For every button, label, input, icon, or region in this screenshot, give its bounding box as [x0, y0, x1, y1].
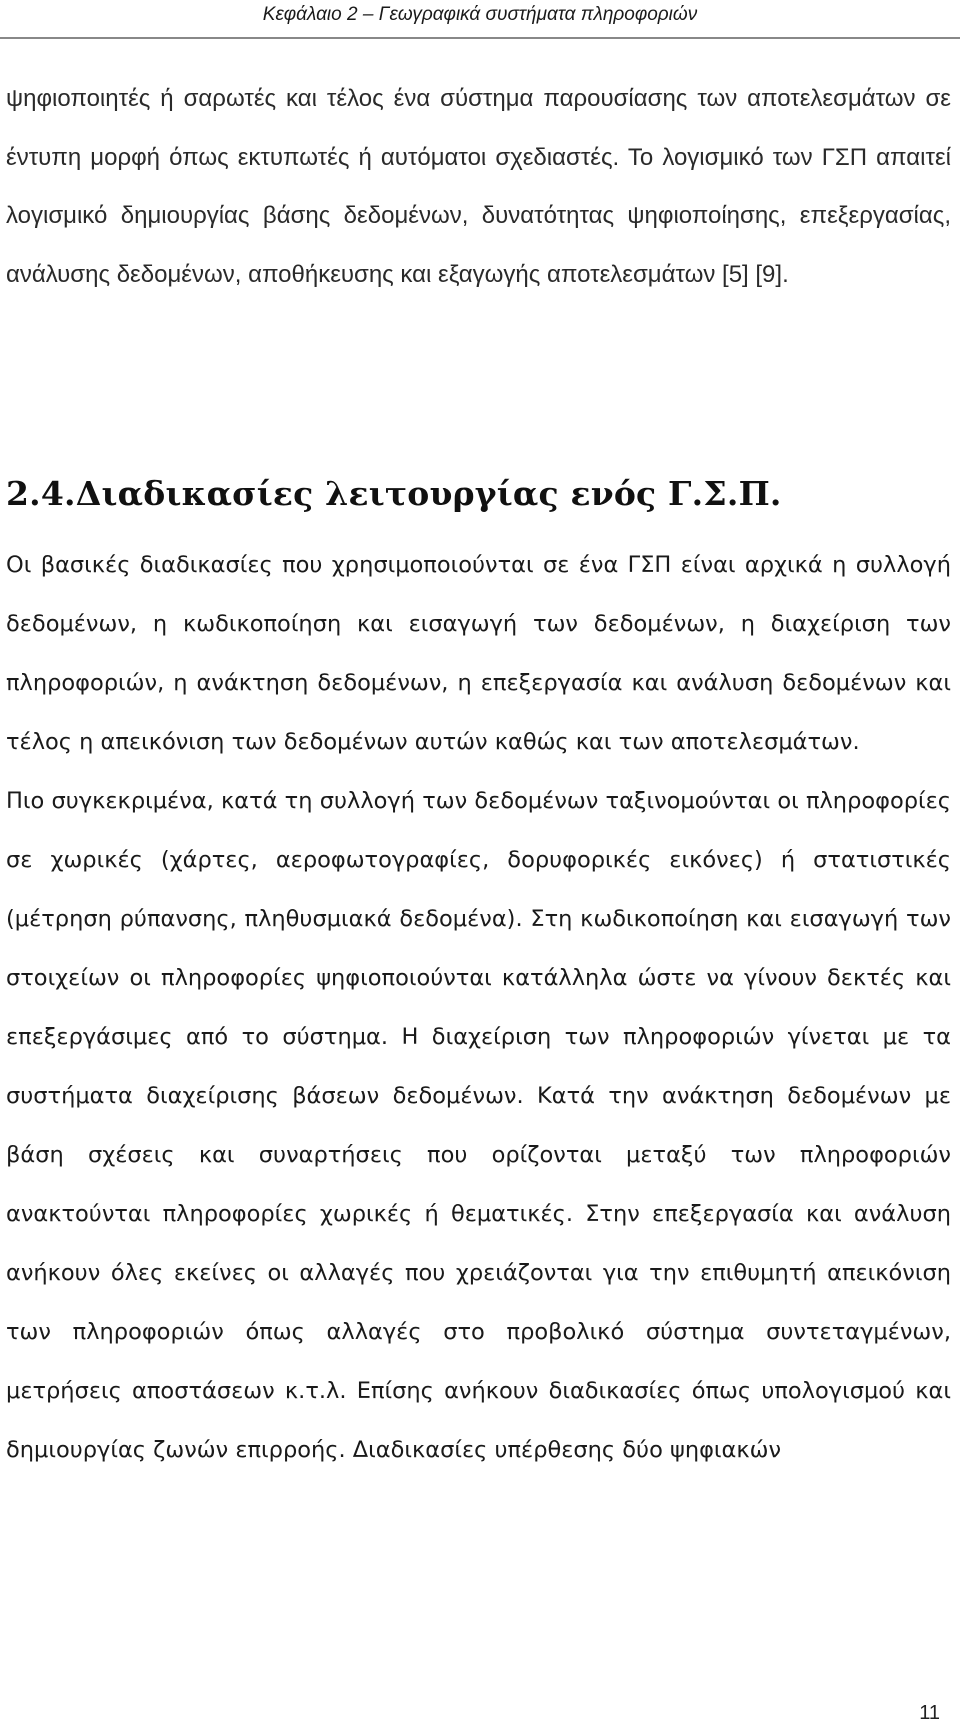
section-title: Διαδικασίες λειτουργίας ενός Γ.Σ.Π.	[75, 474, 782, 513]
header-divider	[0, 37, 960, 39]
section-body	[6, 536, 951, 1480]
page-number: 11	[919, 1702, 940, 1724]
section-number: 2.4.	[6, 474, 76, 513]
section-heading	[6, 470, 951, 518]
intro-paragraph: ψηφιοποιητές ή σαρωτές και τέλος ένα σύστημα παρουσίασης των αποτελεσμάτων σε έντυπη μορφή όπως εκτυπωτές ή αυτόματοι σχεδιαστές. Το λογισμικό των ΓΣΠ απαιτεί λογισμικό δημιουργίας βάσης δεδομένων, δυνατότητας ψηφιοποίησης, επεξεργασίας, ανάλυσης δεδομένων, αποθήκευσης και εξαγωγής αποτελεσμάτων [5] [9].	[6, 85, 951, 288]
running-header	[0, 0, 960, 30]
running-title: Κεφάλαιο 2 – Γεωγραφικά συστήματα πληροφοριών	[262, 4, 698, 25]
body-paragraph: Οι βασικές διαδικασίες που χρησιμοποιούνται σε ένα ΓΣΠ είναι αρχικά η συλλογή δεδομένων, η κωδικοποίηση και εισαγωγή των δεδομένων, η διαχείριση των πληροφοριών, η ανάκτηση δεδομένων, η επεξεργασία και ανάλυση δεδομένων και τέλος η απεικόνιση των δεδομένων αυτών καθώς και των αποτελεσμάτων.	[6, 552, 951, 755]
body-paragraph: Πιο συγκεκριμένα, κατά τη συλλογή των δεδομένων ταξινομούνται οι πληροφορίες σε χωρικές (χάρτες, αεροφωτογραφίες, δορυφορικές εικόνες) ή στατιστικές (μέτρηση ρύπανσης, πληθυσμιακά δεδομένα). Στη κωδικοποίηση και εισαγωγή των στοιχείων οι πληροφορίες ψηφιοποιούνται κατάλληλα ώστε να γίνουν δεκτές και επεξεργάσιμες από το σύστημα. Η διαχείριση των πληροφοριών γίνεται με τα συστήματα διαχείρισης βάσεων δεδομένων. Κατά την ανάκτηση δεδομένων με βάση σχέσεις και συναρτήσεις που ορίζονται μεταξύ των πληροφοριών ανακτούνται πληροφορίες χωρικές ή θεματικές. Στην επεξεργασία και ανάλυση ανήκουν όλες εκείνες οι αλλαγές που χρειάζονται για την επιθυμητή απεικόνιση των πληροφοριών όπως αλλαγές στο προβολικό σύστημα συντεταγμένων, μετρήσεις αποστάσεων κ.τ.λ. Επίσης ανήκουν διαδικασίες όπως υπολογισμού και δημιουργίας ζωνών επιρροής. Διαδικασίες υπέρθεσης δύο ψηφιακών	[6, 788, 951, 1463]
